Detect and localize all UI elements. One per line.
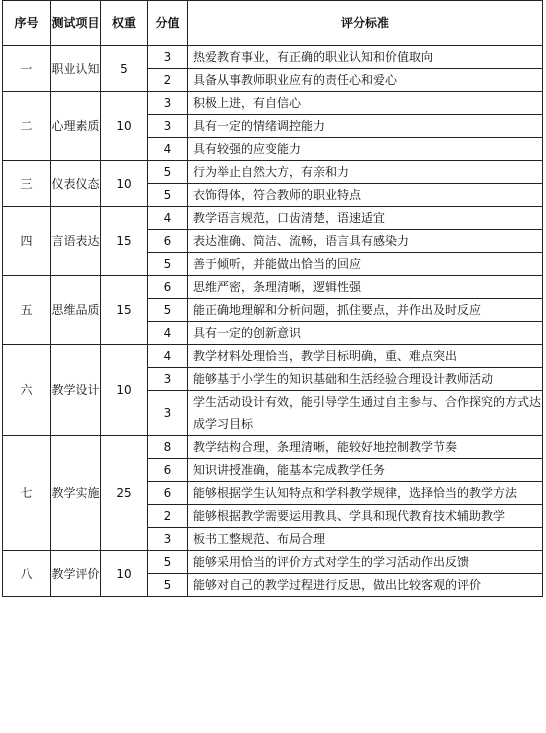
row-criterion: 能够根据教学需要运用教具、学具和现代教育技术辅助教学 — [188, 505, 543, 528]
group-item: 教学设计 — [51, 345, 101, 436]
row-criterion: 能够基于小学生的知识基础和生活经验合理设计教师活动 — [188, 368, 543, 391]
row-criterion: 行为举止自然大方，有亲和力 — [188, 161, 543, 184]
header-row — [3, 1, 543, 46]
header-score: 分值 — [148, 1, 188, 46]
group-item: 心理素质 — [51, 92, 101, 161]
row-score: 4 — [148, 138, 188, 161]
row-criterion: 热爱教育事业，有正确的职业认知和价值取向 — [188, 46, 543, 69]
row-score: 2 — [148, 505, 188, 528]
group-weight: 10 — [101, 161, 148, 207]
row-criterion: 板书工整规范、布局合理 — [188, 528, 543, 551]
group-item: 仪表仪态 — [51, 161, 101, 207]
group-weight: 10 — [101, 92, 148, 161]
row-criterion: 积极上进，有自信心 — [188, 92, 543, 115]
group-item: 言语表达 — [51, 207, 101, 276]
row-score: 5 — [148, 574, 188, 597]
header-test-item: 测试项目 — [51, 1, 101, 46]
row-criterion: 能够采用恰当的评价方式对学生的学习活动作出反馈 — [188, 551, 543, 574]
row-criterion: 教学语言规范，口齿清楚，语速适宜 — [188, 207, 543, 230]
group-item: 教学评价 — [51, 551, 101, 597]
row-score: 6 — [148, 459, 188, 482]
row-criterion: 能够根据学生认知特点和学科教学规律，选择恰当的教学方法 — [188, 482, 543, 505]
row-criterion: 学生活动设计有效，能引导学生通过自主参与、合作探究的方式达成学习目标 — [188, 391, 543, 436]
row-score: 3 — [148, 391, 188, 436]
row-score: 6 — [148, 230, 188, 253]
row-criterion: 教学结构合理，条理清晰，能较好地控制教学节奏 — [188, 436, 543, 459]
header-weight: 权重 — [101, 1, 148, 46]
scoring-table — [2, 0, 543, 597]
group-weight: 25 — [101, 436, 148, 551]
table-row — [3, 345, 543, 368]
header-criteria: 评分标准 — [188, 1, 543, 46]
row-criterion: 表达准确、简洁、流畅，语言具有感染力 — [188, 230, 543, 253]
group-item: 思维品质 — [51, 276, 101, 345]
group-weight: 10 — [101, 551, 148, 597]
group-number: 七 — [3, 436, 51, 551]
group-number: 八 — [3, 551, 51, 597]
table-row — [3, 46, 543, 69]
row-score: 6 — [148, 482, 188, 505]
row-criterion: 衣饰得体，符合教师的职业特点 — [188, 184, 543, 207]
row-score: 6 — [148, 276, 188, 299]
group-number: 一 — [3, 46, 51, 92]
group-number: 三 — [3, 161, 51, 207]
row-criterion: 教学材料处理恰当，教学目标明确，重、难点突出 — [188, 345, 543, 368]
table-row — [3, 551, 543, 574]
group-weight: 10 — [101, 345, 148, 436]
group-item: 教学实施 — [51, 436, 101, 551]
header-number: 序号 — [3, 1, 51, 46]
row-criterion: 能正确地理解和分析问题，抓住要点，并作出及时反应 — [188, 299, 543, 322]
row-score: 5 — [148, 161, 188, 184]
row-score: 2 — [148, 69, 188, 92]
table-row — [3, 276, 543, 299]
row-criterion: 知识讲授准确，能基本完成教学任务 — [188, 459, 543, 482]
group-number: 五 — [3, 276, 51, 345]
row-score: 5 — [148, 299, 188, 322]
row-score: 5 — [148, 253, 188, 276]
group-weight: 5 — [101, 46, 148, 92]
group-number: 四 — [3, 207, 51, 276]
row-score: 5 — [148, 551, 188, 574]
group-number: 六 — [3, 345, 51, 436]
row-criterion: 思维严密，条理清晰，逻辑性强 — [188, 276, 543, 299]
row-criterion: 具备从事教师职业应有的责任心和爱心 — [188, 69, 543, 92]
group-number: 二 — [3, 92, 51, 161]
row-score: 3 — [148, 368, 188, 391]
table-row — [3, 92, 543, 115]
table-row — [3, 436, 543, 459]
row-score: 3 — [148, 528, 188, 551]
row-score: 8 — [148, 436, 188, 459]
group-weight: 15 — [101, 207, 148, 276]
row-criterion: 具有一定的情绪调控能力 — [188, 115, 543, 138]
row-score: 4 — [148, 345, 188, 368]
row-score: 4 — [148, 207, 188, 230]
row-score: 3 — [148, 92, 188, 115]
table-row — [3, 161, 543, 184]
row-criterion: 能够对自己的教学过程进行反思，做出比较客观的评价 — [188, 574, 543, 597]
row-criterion: 具有一定的创新意识 — [188, 322, 543, 345]
group-item: 职业认知 — [51, 46, 101, 92]
row-score: 5 — [148, 184, 188, 207]
row-score: 3 — [148, 46, 188, 69]
group-weight: 15 — [101, 276, 148, 345]
row-score: 4 — [148, 322, 188, 345]
table-row — [3, 207, 543, 230]
row-score: 3 — [148, 115, 188, 138]
row-criterion: 具有较强的应变能力 — [188, 138, 543, 161]
row-criterion: 善于倾听，并能做出恰当的回应 — [188, 253, 543, 276]
